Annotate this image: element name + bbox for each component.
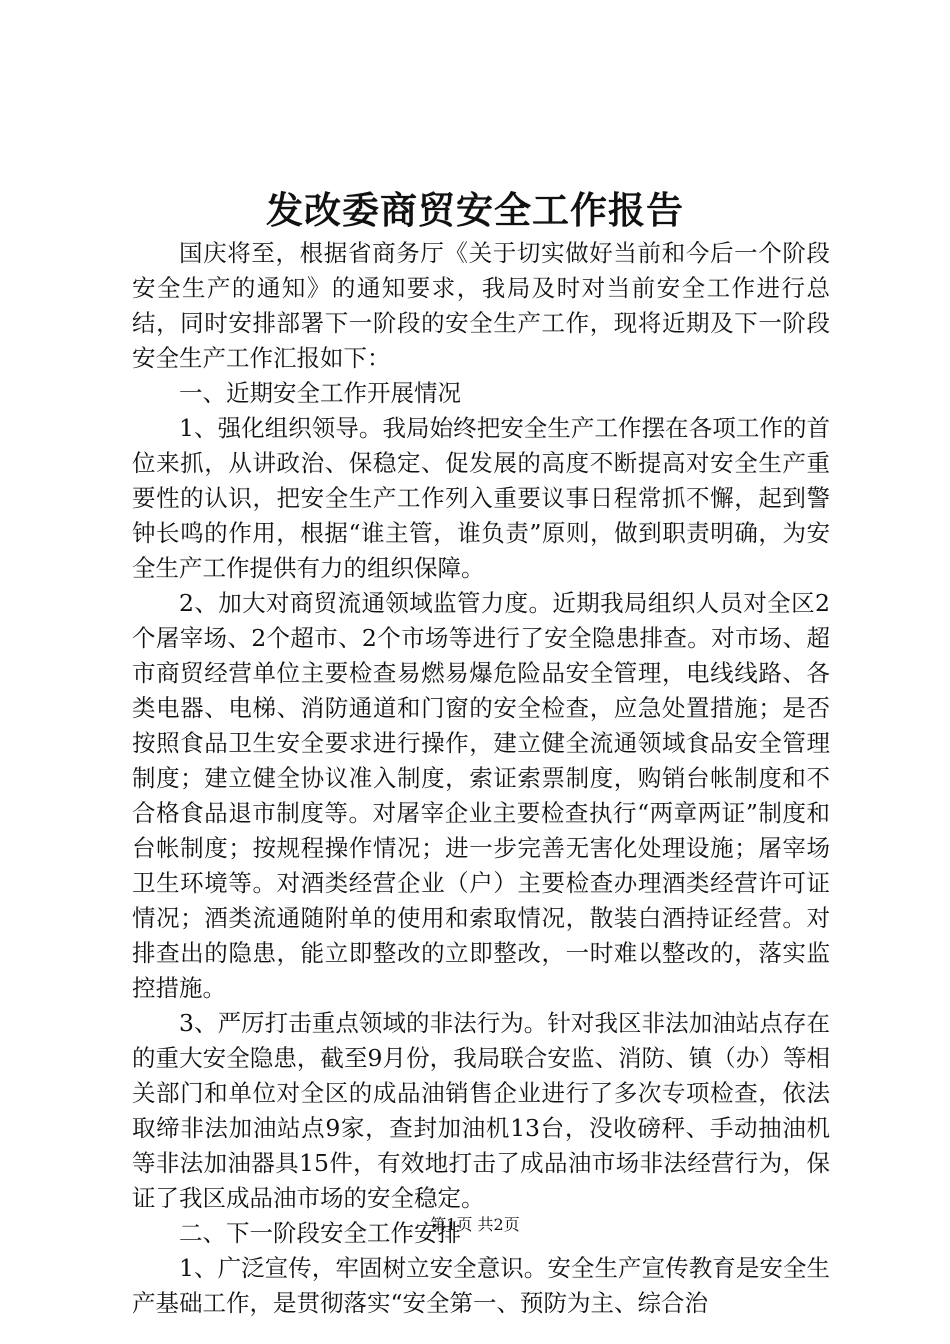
document-title: 发改委商贸安全工作报告: [266, 188, 684, 232]
paragraph-intro: 国庆将至，根据省商务厅《关于切实做好当前和今后一个阶段安全生产的通知》的通知要求，我局及时对当前安全工作进行总结，同时安排部署下一阶段的安全生产工作，现将近期及下一阶段安全生产工作汇报如下：: [132, 239, 830, 372]
paragraph-2: 2、加大对商贸流通领域监管力度。近期我局组织人员对全区2个屠宰场、2个超市、2个市场等进行了安全隐患排查。对市场、超市商贸经营单位主要检查易燃易爆危险品安全管理，电线线路、各类电器、电梯、消防通道和门窗的安全检查，应急处置措施；是否按照食品卫生安全要求进行操作，建立健全流通领域食品安全管理制度；建立健全协议准入制度，索证索票制度，购销台帐制度和不合格食品退市制度等。对屠宰企业主要检查执行“两章两证”制度和台帐制度；按规程操作情况；进一步完善无害化处理设施；屠宰场卫生环境等。对酒类经营企业（户）主要检查办理酒类经营许可证情况；酒类流通随附单的使用和索取情况，散装白酒持证经营。对排查出的隐患，能立即整改的立即整改，一时难以整改的，落实监控措施。: [132, 589, 830, 1002]
section-heading-1: 一、近期安全工作开展情况: [179, 379, 461, 407]
paragraph-1: 1、强化组织领导。我局始终把安全生产工作摆在各项工作的首位来抓，从讲政治、保稳定、促发展的高度不断提高对安全生产重要性的认识，把安全生产工作列入重要议事日程常抓不懈，起到警钟长鸣的作用，根据“谁主管，谁负责”原则，做到职责明确，为安全生产工作提供有力的组织保障。: [132, 414, 830, 582]
paragraph-3: 3、严厉打击重点领域的非法行为。针对我区非法加油站点存在的重大安全隐患，截至9月份，我局联合安监、消防、镇（办）等相关部门和单位对全区的成品油销售企业进行了多次专项检查，依法取缔非法加油站点9家，查封加油机13台，没收磅秤、手动抽油机等非法加油器具15件，有效地打击了成品油市场非法经营行为，保证了我区成品油市场的安全稳定。: [132, 1009, 830, 1212]
document-body: [132, 236, 830, 1321]
page-footer: 第1页 共2页: [430, 1215, 520, 1234]
section-heading-2: 二、下一阶段安全工作安排: [179, 1219, 461, 1247]
paragraph-4: 1、广泛宣传，牢固树立安全意识。安全生产宣传教育是安全生产基础工作，是贯彻落实“安全第一、预防为主、综合治: [132, 1254, 830, 1317]
